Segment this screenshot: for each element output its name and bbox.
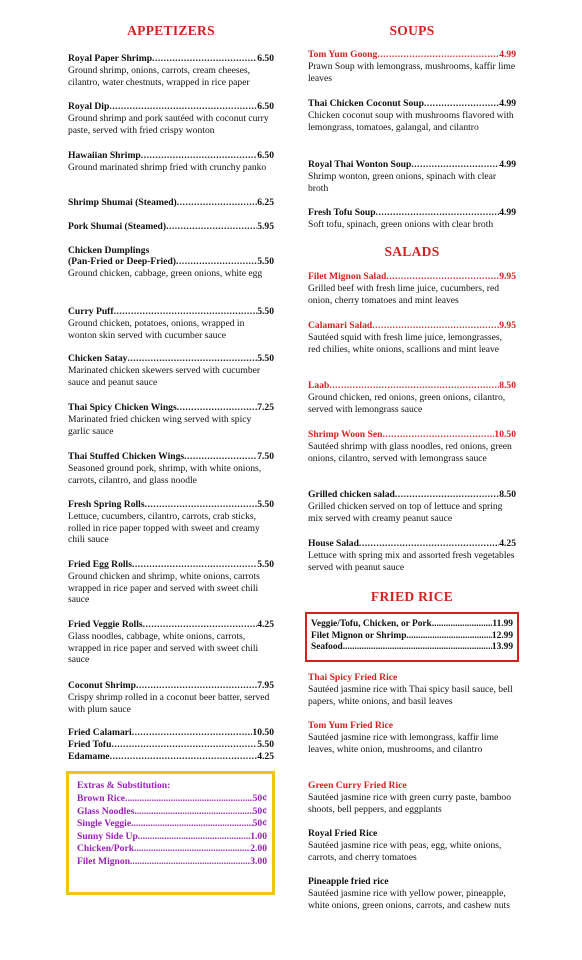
item-description: Lettuce, cucumbers, cilantro, carrots, crab sticks, rolled in rice paper topped with sweet and creamy chili sauce (68, 511, 260, 546)
menu-item (68, 150, 274, 174)
menu-item (308, 828, 516, 863)
item-price: 5.50 (257, 306, 274, 317)
item-price: 5.50 (257, 499, 274, 510)
extra-name: Glass Noodles (77, 805, 135, 817)
item-name: Thai Spicy Fried Rice (308, 672, 398, 683)
option-price: 13.99 (491, 642, 513, 652)
item-price: 6.50 (257, 53, 274, 64)
menu-item (68, 680, 274, 715)
item-price: 8.50 (499, 489, 516, 500)
item-name: Green Curry Fried Rice (308, 780, 407, 791)
item-name: Curry Puff (68, 306, 114, 317)
item-description: Prawn Soup with lemongrass, mushrooms, kaffir lime leaves (308, 61, 516, 84)
item-name: Royal Dip (68, 101, 110, 112)
menu-item (68, 402, 274, 437)
item-name: Chicken Dumplings (68, 245, 150, 256)
menu-item (68, 451, 274, 486)
item-name: Thai Chicken Coconut Soup (308, 98, 424, 109)
price-row (311, 642, 513, 654)
extras-title: Extras & Substitution: (77, 780, 171, 791)
item-name: Thai Spicy Chicken Wings (68, 402, 177, 413)
item-description: Sautéed jasmine rice with green curry paste, bamboo shoots, bell peppers, and eggplants (308, 792, 511, 815)
extras-row (77, 806, 267, 819)
item-description: Sautéed squid with fresh lime juice, lemongrasses, red chilies, white onions, scallions and mint leave (308, 332, 502, 355)
menu-item (308, 49, 516, 84)
item-price: 5.50 (257, 739, 274, 750)
item-description: Chicken coconut soup with mushrooms flavored with lemongrass, tomatoes, galangal, and cilantro (308, 110, 514, 133)
item-description: Lettuce with spring mix and assorted fresh vegetables served with peanut sauce (308, 550, 515, 573)
extra-name: Single Veggie (77, 818, 132, 829)
item-price: 6.50 (257, 150, 274, 161)
menu-item (68, 499, 274, 546)
extra-price: 3.00 (250, 855, 267, 867)
item-subname: (Pan-Fried or Deep-Fried) (68, 256, 176, 267)
item-description: Shrimp wonton, green onions, spinach with clear broth (308, 171, 497, 194)
extra-price: 50¢ (252, 805, 267, 817)
item-price: 5.50 (257, 353, 274, 364)
menu-item (68, 197, 274, 208)
item-price: 4.99 (499, 207, 516, 218)
price-row (311, 619, 513, 631)
item-name: Fried Veggie Rolls (68, 619, 143, 630)
soups-heading: SOUPS (389, 23, 435, 38)
protein-option: Filet Mignon or Shrimp (311, 630, 407, 641)
extras-row (77, 843, 267, 856)
extra-name: Sunny Side Up (77, 830, 138, 842)
menu-item (68, 53, 274, 88)
item-price: 7.25 (257, 402, 274, 413)
item-price: 5.95 (257, 221, 274, 232)
item-price: 4.99 (499, 159, 516, 170)
extra-name: Filet Mignon (77, 855, 131, 867)
item-description: Ground shrimp, onions, carrots, cream cheeses, cilantro, water chestnuts, wrapped in rice paper (68, 65, 250, 88)
item-name: House Salad (308, 538, 359, 549)
menu-item (308, 320, 516, 355)
item-price: 4.25 (499, 538, 516, 549)
extra-price: 50¢ (252, 818, 267, 829)
item-description: Seasoned ground pork, shrimp, with white onions, carrots, cilantro, and glass noodle (68, 463, 262, 486)
item-name: Pork Shumai (Steamed) (68, 221, 167, 232)
item-description: Soft tofu, spinach, green onions with clear broth (308, 219, 494, 230)
item-description: Grilled chicken served on top of lettuce and spring mix served with creamy peanut sauce (308, 501, 503, 524)
menu-item (68, 306, 274, 341)
item-description: Ground chicken and shrimp, white onions, carrots wrapped in rice paper and served with sweet chili sauce (68, 571, 260, 606)
item-name: Calamari Salad (308, 320, 373, 331)
item-description: Ground chicken, red onions, green onions, cilantro, served with lemongrass sauce (308, 392, 506, 415)
menu-item (308, 98, 516, 133)
item-description: Ground shrimp and pork sautéed with coconut curry paste, served with fried crispy wonton (68, 113, 269, 136)
item-name: Pineapple fried rice (308, 876, 389, 887)
item-description: Ground chicken, cabbage, green onions, white egg (68, 268, 263, 279)
item-name: Shrimp Woon Sen (308, 429, 383, 440)
item-name: Tom Yum Fried Rice (308, 720, 394, 731)
protein-option: Veggie/Tofu, Chicken, or Pork (311, 619, 432, 629)
menu-item (68, 739, 274, 750)
menu-item (68, 353, 274, 388)
item-name: Grilled chicken salad (308, 489, 395, 500)
item-price: 6.50 (257, 101, 274, 112)
item-price: 7.50 (257, 451, 274, 462)
extras-row (77, 818, 267, 831)
item-description: Marinated fried chicken wing served with spicy garlic sauce (68, 414, 252, 437)
item-description: Sautéed jasmine rice with lemongrass, kaffir lime leaves, white onion, mushrooms, and cilantro (308, 732, 499, 755)
item-name: Thai Stuffed Chicken Wings (68, 451, 185, 462)
menu-item (308, 720, 516, 755)
item-name: Fried Tofu (68, 739, 112, 750)
item-name: Fresh Tofu Soup (308, 207, 376, 218)
extra-name: Brown Rice (77, 793, 126, 804)
menu-item (308, 429, 516, 464)
item-price: 10.50 (494, 429, 516, 440)
item-description: Sautéed jasmine rice with yellow power, pineapple, white onions, green onions, carrots, and cashew nuts (308, 888, 510, 911)
item-description: Grilled beef with fresh lime juice, cucumbers, red onion, cherry tomatoes and mint leaves (308, 283, 500, 306)
item-description: Marinated chicken skewers served with cucumber sauce and peanut sauce (68, 365, 261, 388)
item-price: 4.25 (257, 751, 274, 762)
item-name: Hawaiian Shrimp (68, 150, 141, 161)
salads-heading: SALADS (384, 244, 440, 259)
item-description: Sautéed shrimp with glass noodles, red onions, green onions, cilantro, served with lemongrass sauce (308, 441, 512, 464)
menu-item (308, 489, 516, 524)
item-description: Sautéed jasmine rice with Thai spicy basil sauce, bell papers, white onions, and basil leaves (308, 684, 513, 707)
menu-item (308, 380, 516, 415)
item-price: 8.50 (499, 380, 516, 391)
appetizers-heading: APPETIZERS (127, 23, 215, 38)
item-price: 10.50 (252, 727, 274, 738)
extras-row (77, 793, 267, 806)
menu-item (308, 271, 516, 306)
menu-item (68, 559, 274, 606)
extra-price: 2.00 (250, 843, 267, 854)
extra-name: Chicken/Pork (77, 843, 135, 854)
item-name: Coconut Shrimp (68, 680, 136, 691)
menu-item (308, 672, 516, 707)
extra-price: 50¢ (252, 793, 267, 804)
menu-item (308, 159, 516, 194)
item-name: Tom Yum Goong (308, 49, 378, 60)
extras-row (77, 831, 267, 844)
option-price: 11.99 (492, 619, 513, 629)
extras-box (66, 771, 275, 895)
item-description: Crispy shrimp rolled in a coconut beer batter, served with plum sauce (68, 692, 270, 715)
option-price: 12.99 (491, 630, 513, 641)
item-name: Shrimp Shumai (Steamed) (68, 197, 177, 208)
protein-option: Seafood (311, 642, 343, 652)
item-name: Fried Calamari (68, 727, 132, 738)
item-name: Royal Fried Rice (308, 828, 378, 839)
price-row (311, 631, 513, 643)
menu-item (68, 101, 274, 136)
item-name: Royal Thai Wonton Soup (308, 159, 412, 170)
menu-item (68, 727, 274, 738)
item-name: Edamame (68, 751, 110, 762)
item-name: Fresh Spring Rolls (68, 499, 145, 510)
fried-rice-heading: FRIED RICE (370, 589, 454, 604)
extra-price: 1.00 (250, 830, 267, 842)
menu-item (68, 221, 274, 232)
menu-item (308, 207, 516, 231)
item-price: 4.99 (499, 49, 516, 60)
menu-item (308, 538, 516, 573)
item-description: Ground chicken, potatoes, onions, wrapped in wonton skin served with cucumber sauce (68, 318, 245, 341)
item-price: 4.99 (499, 98, 516, 109)
item-name: Fried Egg Rolls (68, 559, 132, 570)
item-description: Sautéed jasmine rice with peas, egg, white onions, carrots, and cherry tomatoes (308, 840, 502, 863)
item-name: Filet Mignon Salad (308, 271, 387, 282)
item-price: 7.95 (257, 680, 274, 691)
item-description: Ground marinated shrimp fried with crunchy panko (68, 162, 267, 173)
item-price: 5.50 (257, 559, 274, 570)
item-name: Royal Paper Shrimp (68, 53, 153, 64)
menu-item (308, 876, 516, 911)
item-description: Glass noodles, cabbage, white onions, carrots, wrapped in rice paper and served with sweet chili sauce (68, 631, 259, 666)
extras-row (77, 856, 267, 869)
menu-item (68, 751, 274, 762)
item-name: Chicken Satay (68, 353, 128, 364)
item-price: 9.95 (499, 271, 516, 282)
item-price: 4.25 (257, 619, 274, 630)
fried-rice-price-box (305, 612, 519, 662)
item-name: Laab (308, 380, 330, 391)
menu-item (68, 245, 274, 280)
item-price: 5.50 (257, 256, 274, 267)
menu-item (308, 780, 516, 815)
item-price: 9.95 (499, 320, 516, 331)
menu-item (68, 619, 274, 666)
item-price: 6.25 (257, 197, 274, 208)
